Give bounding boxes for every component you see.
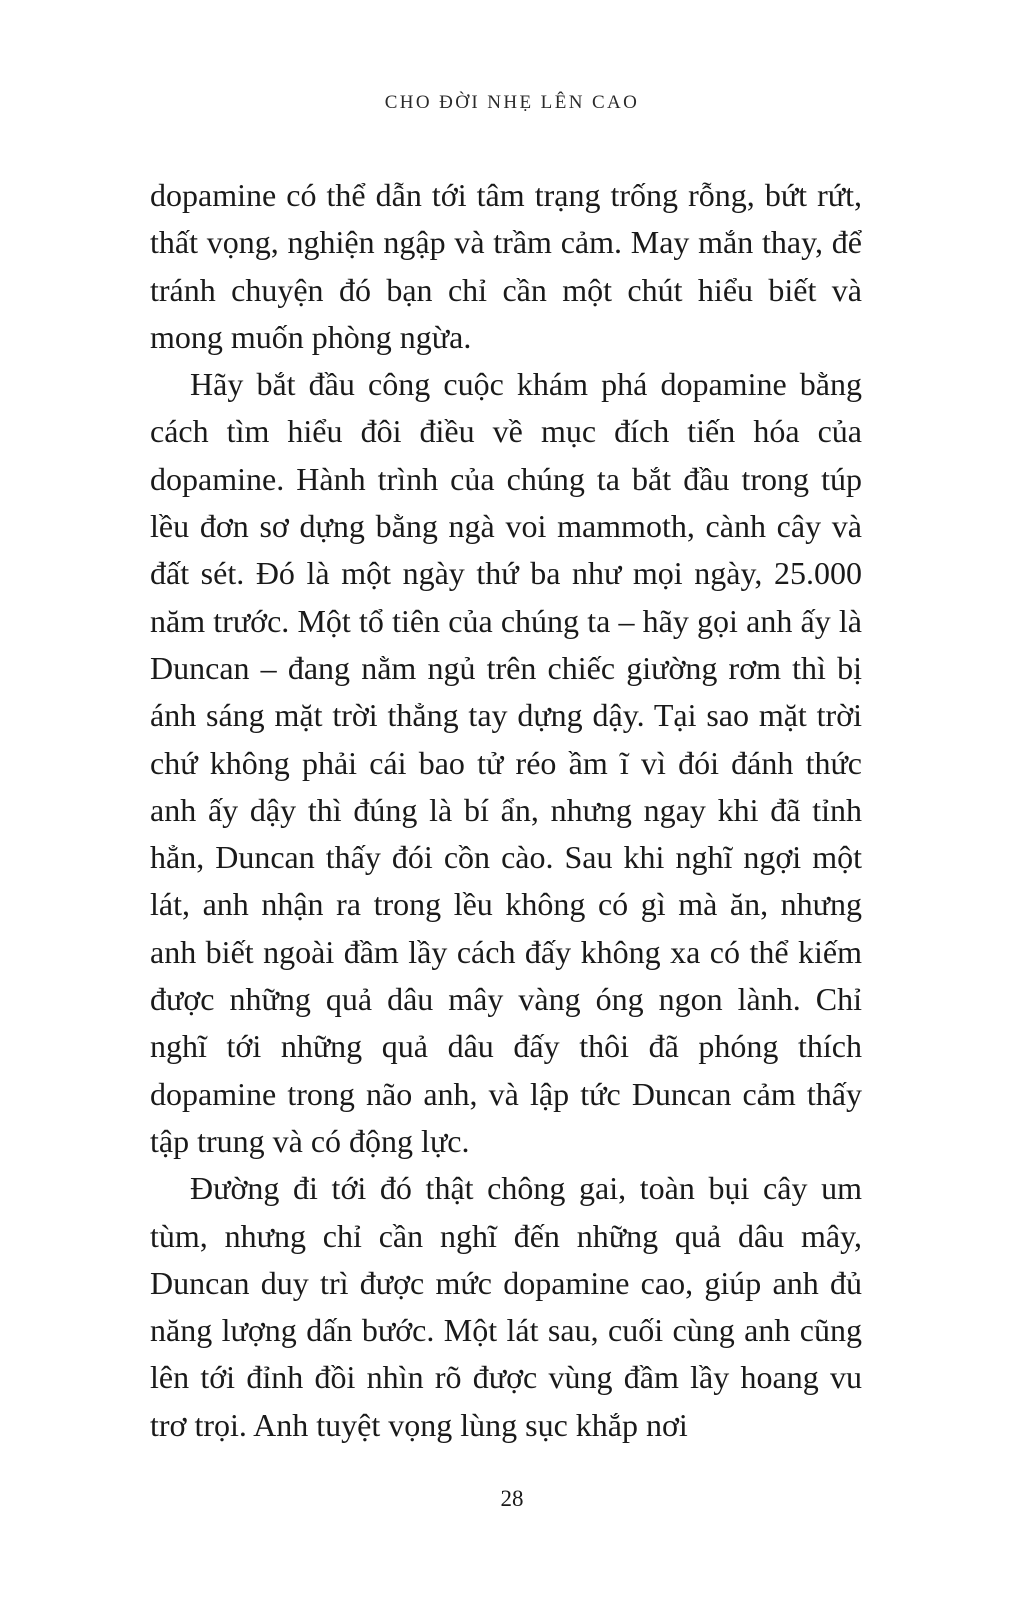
running-head-title: CHO ĐỜI NHẸ LÊN CAO <box>384 92 640 113</box>
paragraph-continued: dopamine có thể dẫn tới tâm trạng trống rỗng, bứt rứt, thất vọng, nghiện ngập và trầm cảm. May mắn thay, để tránh chuyện đó bạn chỉ cần một chút hiểu biết và mong muốn phòng ngừa. <box>150 177 862 355</box>
body-text <box>150 172 862 1449</box>
page-number: 28 <box>500 1486 524 1511</box>
paragraph: Hãy bắt đầu công cuộc khám phá dopamine bằng cách tìm hiểu đôi điều về mục đích tiến hóa của dopamine. Hành trình của chúng ta bắt đầu trong túp lều đơn sơ dựng bằng ngà voi mammoth, cành cây và đất sét. Đó là một ngày thứ ba như mọi ngày, 25.000 năm trước. Một tổ tiên của chúng ta – hãy gọi anh ấy là Duncan – đang nằm ngủ trên chiếc giường rơm thì bị ánh sáng mặt trời thẳng tay dựng dậy. Tại sao mặt trời chứ không phải cái bao tử réo ầm ĩ vì đói đánh thức anh ấy dậy thì đúng là bí ẩn, nhưng ngay khi đã tỉnh hẳn, Duncan thấy đói cồn cào. Sau khi nghĩ ngợi một lát, anh nhận ra trong lều không có gì mà ăn, nhưng anh biết ngoài đầm lầy cách đấy không xa có thể kiếm được những quả dâu mây vàng óng ngon lành. Chỉ nghĩ tới những quả dâu đấy thôi đã phóng thích dopamine trong não anh, và lập tức Duncan cảm thấy tập trung và có động lực. <box>150 366 862 1159</box>
paragraph: Đường đi tới đó thật chông gai, toàn bụi cây um tùm, nhưng chỉ cần nghĩ đến những quả dâu mây, Duncan duy trì được mức dopamine cao, giúp anh đủ năng lượng dấn bước. Một lát sau, cuối cùng anh cũng lên tới đỉnh đồi nhìn rõ được vùng đầm lầy hoang vu trơ trọi. Anh tuyệt vọng lùng sục khắp nơi <box>150 1170 862 1443</box>
